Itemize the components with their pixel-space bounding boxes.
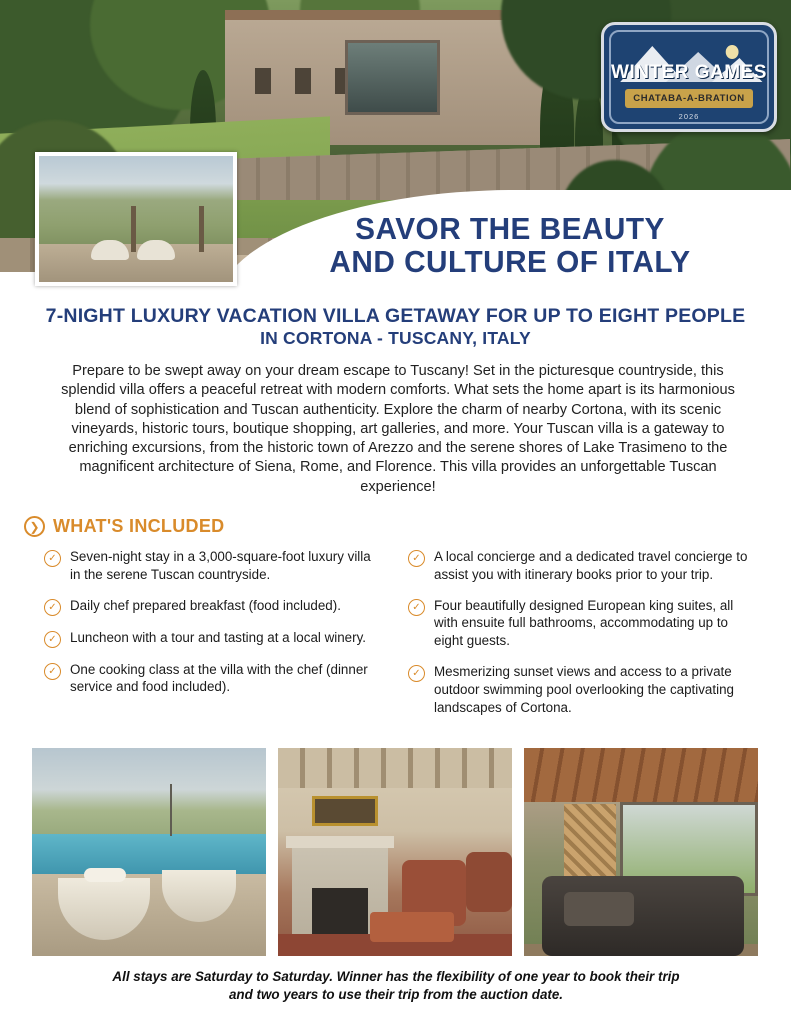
badge-year: 2026: [678, 112, 700, 121]
list-item-text: Mesmerizing sunset views and access to a private outdoor swimming pool overlooking the captivating landscapes of Cortona.: [434, 664, 734, 715]
living-room-fireplace-photo: [278, 748, 512, 956]
subtitle-line-1: 7-NIGHT LUXURY VACATION VILLA GETAWAY FOR UP TO EIGHT PEOPLE: [45, 305, 746, 327]
list-item: [44, 629, 384, 648]
chevron-right-icon: ❯: [24, 516, 45, 537]
check-circle-icon: ✓: [44, 663, 61, 680]
included-left-column: [44, 548, 384, 730]
footer-line-2: and two years to use their trip from the auction date.: [228, 987, 564, 1003]
included-right-column: [408, 548, 748, 730]
list-item: [408, 548, 748, 584]
page-title: [250, 212, 770, 279]
infinity-pool-terrace-photo: [32, 748, 266, 956]
subtitle-line-2: IN CORTONA - TUSCANY, ITALY: [260, 328, 531, 348]
check-circle-icon: ✓: [44, 599, 61, 616]
covered-terrace-lounge-photo: [524, 748, 758, 956]
description-paragraph: Prepare to be swept away on your dream escape to Tuscany! Set in the picturesque countryside, this splendid villa offers a peaceful retreat with modern comforts. What sets the home apart is its harmonious blend of sophistication and Tuscan authenticity. Explore the charm of nearby Cortona, with its scenic vineyards, historic tours, boutique shopping, art galleries, and more. Your Tuscan villa is a gateway to enriching excursions, from the historic town of Arezzo and the serene shores of Lake Trasimeno to the magnificent architecture of Siena, Rome, and Florence. This villa provides an unforgettable Tuscan experience!: [61, 363, 735, 495]
inset-terrace-photo: [35, 152, 237, 286]
list-item-text: One cooking class at the villa with the chef (dinner service and food included).: [70, 661, 368, 695]
list-item-text: Daily chef prepared breakfast (food included).: [70, 597, 341, 613]
villa-glass-extension: [345, 40, 440, 115]
check-circle-icon: ✓: [408, 665, 425, 682]
list-item: [408, 663, 748, 716]
photo-gallery: [32, 748, 760, 956]
list-item-text: Four beautifully designed European king suites, all with ensuite full bathrooms, accommodating up to eight guests.: [434, 597, 734, 649]
footer-note: [40, 968, 752, 1004]
list-item-text: Seven-night stay in a 3,000-square-foot luxury villa in the serene Tuscan countryside.: [70, 549, 371, 582]
list-item: [44, 661, 384, 697]
check-circle-icon: ✓: [44, 631, 61, 648]
included-columns: [44, 548, 764, 730]
list-item: [44, 548, 384, 584]
check-circle-icon: ✓: [408, 599, 425, 616]
badge-title: WINTER GAMES: [611, 62, 767, 83]
list-item-text: A local concierge and a dedicated travel concierge to assist you with itinerary books prior to your trip.: [434, 549, 748, 582]
winter-games-badge: [601, 22, 777, 132]
list-item: [408, 597, 748, 650]
title-line-1: SAVOR THE BEAUTY: [355, 211, 665, 246]
check-circle-icon: ✓: [44, 550, 61, 567]
list-item: [44, 597, 384, 616]
badge-ribbon: CHATABA-A-BRATION: [625, 89, 753, 108]
footer-line-1: All stays are Saturday to Saturday. Winner has the flexibility of one year to book their trip: [112, 969, 680, 984]
subtitle: [20, 305, 771, 349]
whats-included-heading: [24, 516, 224, 537]
check-circle-icon: ✓: [408, 550, 425, 567]
title-line-2: AND CULTURE OF ITALY: [329, 244, 691, 280]
list-item-text: Luncheon with a tour and tasting at a local winery.: [70, 629, 367, 645]
whats-included-label: WHAT'S INCLUDED: [53, 516, 225, 536]
